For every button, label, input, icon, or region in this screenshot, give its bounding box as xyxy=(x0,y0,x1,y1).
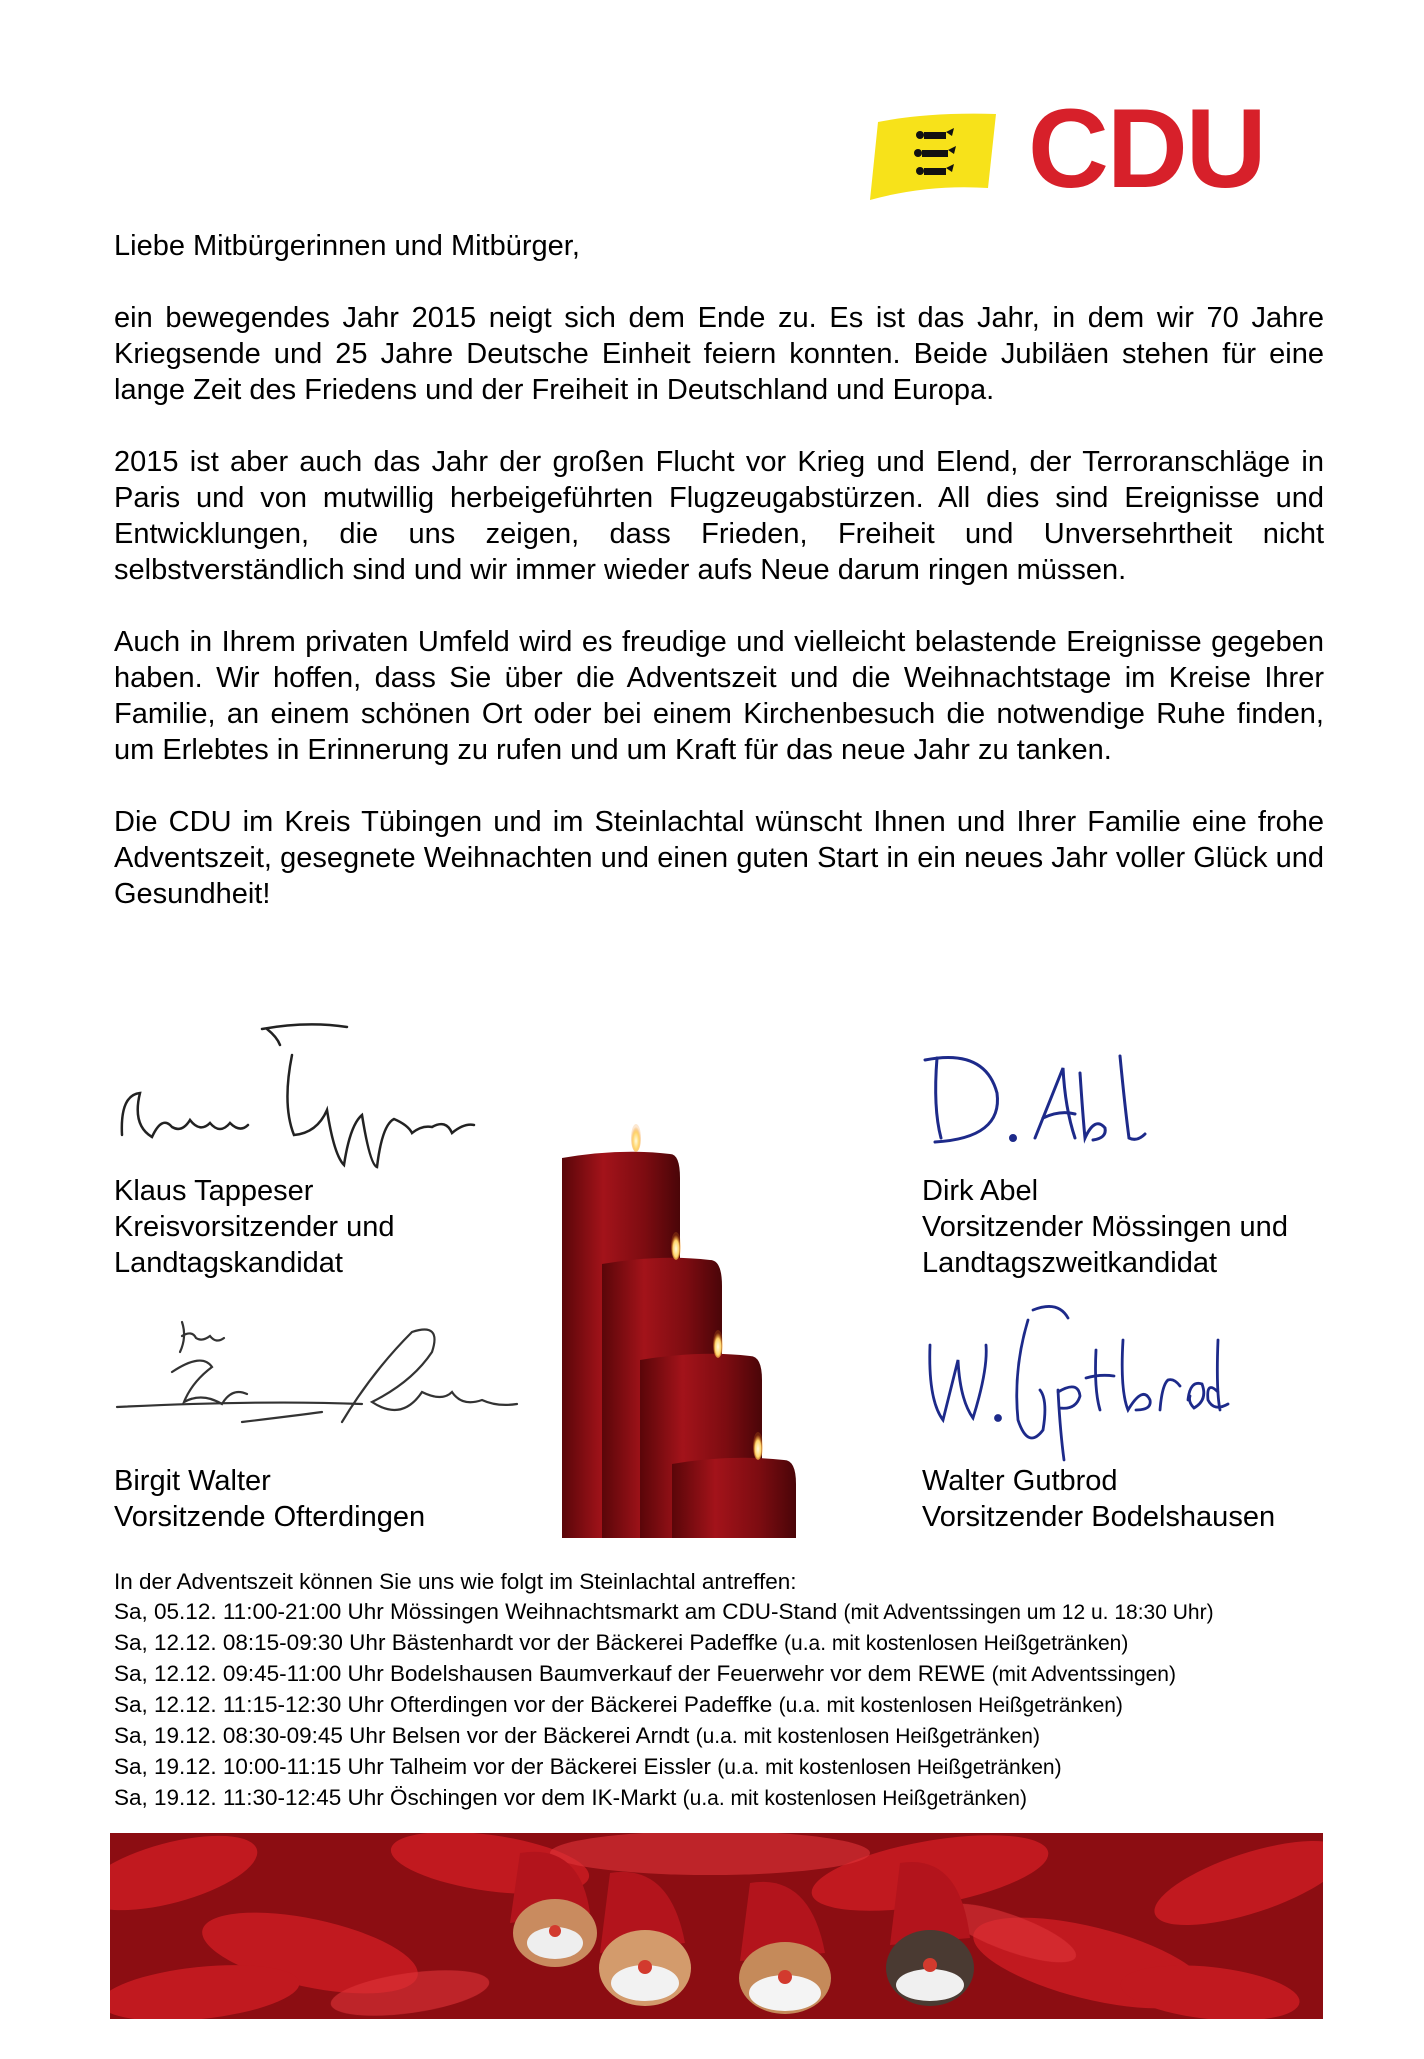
signature-abel xyxy=(915,1038,1155,1168)
cdu-logo xyxy=(868,86,1308,211)
events-intro: In der Adventszeit können Sie uns wie folgt im Steinlachtal antreffen: xyxy=(114,1569,797,1594)
letter-body xyxy=(114,228,1324,948)
logo-wordmark: CDU xyxy=(1028,86,1265,211)
event-item xyxy=(114,1690,1344,1721)
event-item xyxy=(114,1659,1344,1690)
event-note: (mit Adventssingen um 12 u. 18:30 Uhr) xyxy=(843,1601,1214,1624)
events-section xyxy=(114,1567,1344,1814)
signer-walter xyxy=(114,1463,425,1535)
event-item xyxy=(114,1597,1344,1628)
paragraph-3: Auch in Ihrem privaten Umfeld wird es freudige und vielleicht belastende Ereignisse gegeben haben. Wir hoffen, dass Sie über die Adventszeit und die Weihnachtstage im Kreise Ihrer Familie, an einem schönen Ort oder bei einem Kirchenbesuch die notwendige Ruhe finden, um Erlebtes in Erinnerung zu rufen und um Kraft für das neue Jahr zu tanken. xyxy=(114,626,1324,766)
event-note: (u.a. mit kostenlosen Heißgetränken) xyxy=(682,1787,1027,1810)
event-item xyxy=(114,1783,1344,1814)
signer-abel xyxy=(922,1173,1288,1281)
event-item xyxy=(114,1752,1344,1783)
event-note: (u.a. mit kostenlosen Heißgetränken) xyxy=(784,1632,1129,1655)
gnomes-leaves-banner xyxy=(110,1833,1323,2019)
event-item xyxy=(114,1721,1344,1752)
event-note: (u.a. mit kostenlosen Heißgetränken) xyxy=(778,1694,1123,1717)
signer-name: Klaus Tappeser xyxy=(114,1175,314,1207)
signer-tappeser xyxy=(114,1173,394,1281)
signer-name: Walter Gutbrod xyxy=(922,1465,1118,1497)
event-note: (mit Adventssingen) xyxy=(991,1663,1176,1686)
event-text: Sa, 19.12. 11:30-12:45 Uhr Öschingen vor dem IK-Markt xyxy=(114,1785,677,1810)
event-text: Sa, 19.12. 10:00-11:15 Uhr Talheim vor der Bäckerei Eissler xyxy=(114,1754,711,1779)
signature-tappeser xyxy=(112,1015,512,1175)
event-note: (u.a. mit kostenlosen Heißgetränken) xyxy=(695,1725,1040,1748)
greeting: Liebe Mitbürgerinnen und Mitbürger, xyxy=(114,230,580,262)
signer-role: Vorsitzende Ofterdingen xyxy=(114,1501,426,1533)
event-text: Sa, 05.12. 11:00-21:00 Uhr Mössingen Weihnachtsmarkt am CDU-Stand xyxy=(114,1599,838,1624)
signer-role: Kreisvorsitzender und xyxy=(114,1211,395,1243)
signer-name: Birgit Walter xyxy=(114,1465,271,1497)
signer-role: Landtagskandidat xyxy=(114,1247,343,1279)
signature-walter xyxy=(112,1312,532,1482)
flag-icon xyxy=(868,110,998,202)
signer-name: Dirk Abel xyxy=(922,1175,1039,1207)
paragraph-2: 2015 ist aber auch das Jahr der großen Flucht vor Krieg und Elend, der Terroranschläge in Paris und von mutwillig herbeigeführten Flugzeugabstürzen. All dies sind Ereignisse und Entwicklungen, die uns zeigen, dass Frieden, Freiheit und Unversehrtheit nicht selbstverständlich sind und wir immer wieder aufs Neue darum ringen müssen. xyxy=(114,446,1324,586)
event-note: (u.a. mit kostenlosen Heißgetränken) xyxy=(717,1756,1062,1779)
signer-role: Landtagszweitkandidat xyxy=(922,1247,1218,1279)
paragraph-4: Die CDU im Kreis Tübingen und im Steinlachtal wünscht Ihnen und Ihrer Familie eine frohe Adventszeit, gesegnete Weihnachten und einen guten Start in ein neues Jahr voller Glück und Gesundheit! xyxy=(114,806,1324,910)
event-text: Sa, 12.12. 11:15-12:30 Uhr Ofterdingen vor der Bäckerei Padeffke xyxy=(114,1692,773,1717)
signer-role: Vorsitzender Mössingen und xyxy=(922,1211,1288,1243)
event-text: Sa, 19.12. 08:30-09:45 Uhr Belsen vor der Bäckerei Arndt xyxy=(114,1723,690,1748)
event-text: Sa, 12.12. 08:15-09:30 Uhr Bästenhardt vor der Bäckerei Padeffke xyxy=(114,1630,778,1655)
signer-gutbrod xyxy=(922,1463,1275,1535)
candles-image xyxy=(560,1118,880,1538)
event-item xyxy=(114,1628,1344,1659)
signer-role: Vorsitzender Bodelshausen xyxy=(922,1501,1276,1533)
paragraph-1: ein bewegendes Jahr 2015 neigt sich dem Ende zu. Es ist das Jahr, in dem wir 70 Jahre Kriegsende und 25 Jahre Deutsche Einheit feiern konnten. Beide Jubiläen stehen für eine lange Zeit des Friedens und der Freiheit in Deutschland und Europa. xyxy=(114,302,1324,406)
event-text: Sa, 12.12. 09:45-11:00 Uhr Bodelshausen Baumverkauf der Feuerwehr vor dem REWE xyxy=(114,1661,986,1686)
signature-gutbrod xyxy=(918,1300,1238,1470)
events-list xyxy=(114,1597,1344,1814)
